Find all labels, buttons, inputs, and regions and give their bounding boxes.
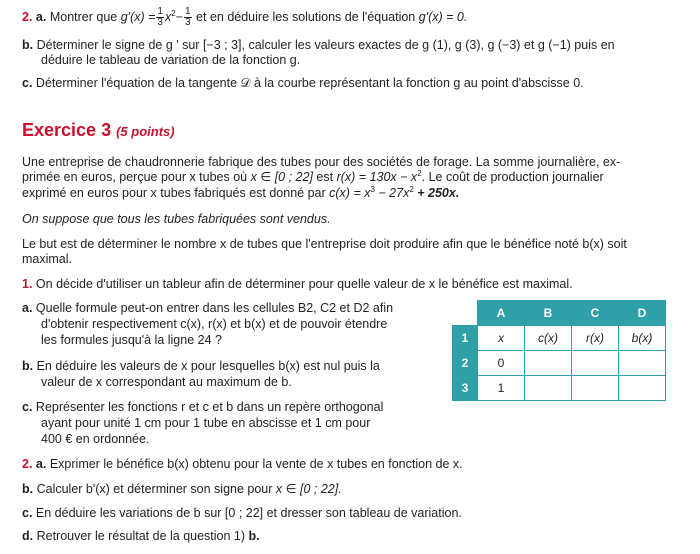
sub-label: a. [35,9,47,24]
numerator: 1 [185,6,191,17]
question-1a-l2: d'obtenir respectivement c(x), r(x) et b(x) et de pouvoir étendre [41,317,388,331]
exercise-points: (5 points) [116,124,175,139]
text: Représenter les fonctions r et c et b dans un repère orthogonal [35,400,384,414]
question-number: 1. [22,277,33,291]
table-cell [619,376,666,401]
text: Montrer que [49,9,118,24]
spreadsheet-table [452,300,666,401]
question-1b-l2: valeur de x correspondant au maximum de b. [41,375,292,389]
text: En déduire les valeurs de x pour lesquelles b(x) est nul puis la [36,359,380,373]
question-2b [22,38,615,53]
goal-line-1: Le but est de déterminer le nombre x de tubes que l'entreprise doit produire afin que le bénéfice noté b(x) soit [22,237,627,251]
row-header: 2 [453,351,478,376]
table-cell [525,376,572,401]
intro-line-2 [22,170,604,185]
question-2a-ex3 [22,457,463,472]
table-cell: x [478,326,525,351]
table-cell [572,376,619,401]
question-1b [22,359,380,374]
sub-label: b. [22,482,34,496]
sub-label: a. [35,457,47,471]
sub-label: c. [22,506,33,520]
column-header: C [572,301,619,326]
formula: r(x) = 130x − x [336,170,418,184]
operator: − [175,9,183,24]
formula: x ∈ [0 ; 22] [250,170,313,184]
question-number: 2. [22,9,33,24]
exercise-title [22,120,175,141]
header-row [453,301,666,326]
table-cell [572,351,619,376]
text: Quelle formule peut-on entrer dans les cellules B2, C2 et D2 afin [35,301,394,315]
question-number: 2. [22,457,33,471]
formula: + 250x. [413,186,460,200]
question-1a-l3: les formules jusqu'à la ligne 24 ? [41,333,222,347]
table-row [453,376,666,401]
text: . Le coût de production journalier [421,170,604,184]
table-cell: c(x) [525,326,572,351]
fraction [156,7,164,28]
question-2a [22,7,467,28]
text: Déterminer le signe de g ' sur [−3 ; 3], calculer les valeurs exactes de g (1), g (3), g (−3) et g (−1) puis en [36,38,615,52]
sub-label: a. [22,301,33,315]
question-2c [22,76,584,91]
text: Calculer b'(x) et déterminer son signe pour [36,482,273,496]
fraction [184,7,192,28]
formula: − 27x [374,186,410,200]
exponent: 3 [370,185,375,194]
sub-label: d. [22,529,34,543]
text: primée en euros, perçue pour x tubes où [22,170,248,184]
text: et en déduire les solutions de l'équation [196,9,416,24]
text: Déterminer l'équation de la tangente 𝒟 à la courbe représentant la fonction g au point d'abscisse 0. [35,76,584,90]
text: est [316,170,334,184]
exponent: 2 [409,185,414,194]
question-1a [22,301,393,316]
question-1c [22,400,383,415]
text: En déduire les variations de b sur [0 ; 22] et dresser son tableau de variation. [35,506,462,520]
formula: x [164,9,172,24]
table-cell [619,351,666,376]
sub-label: b. [22,38,34,52]
question-2d-ex3 [22,529,260,544]
intro-line-3 [22,186,459,201]
row-header: 1 [453,326,478,351]
intro-line-1 [22,155,620,170]
table-cell: r(x) [572,326,619,351]
formula: g'(x) = 0. [418,9,468,24]
question-2c-ex3 [22,506,462,521]
column-header: D [619,301,666,326]
column-header: B [525,301,572,326]
text: Exprimer le bénéfice b(x) obtenu pour la vente de x tubes en fonction de x. [49,457,463,471]
text: b. [248,529,260,543]
column-header: A [478,301,525,326]
corner-cell [453,301,478,326]
goal-line-2: maximal. [22,252,73,266]
table-cell: 1 [478,376,525,401]
sub-label: b. [22,359,34,373]
table-row [453,326,666,351]
question-1c-l3: 400 € en ordonnée. [41,432,150,446]
text: Une entreprise de chaudronnerie fabrique des tubes pour des sociétés de forage. La somme journalière, ex- [22,155,621,169]
table-row [453,351,666,376]
formula: x ∈ [0 ; 22]. [275,482,342,496]
exponent: 2 [417,169,422,178]
question-2b-ex3 [22,482,342,497]
question-2b-cont [41,53,300,68]
sub-label: c. [22,76,33,90]
exponent: 2 [171,8,176,18]
question-1 [22,277,573,292]
formula: c(x) = x [329,186,371,200]
sub-label: c. [22,400,33,414]
numerator: 1 [157,6,163,17]
exercise-heading: Exercice 3 [22,120,112,140]
question-1c-l2: ayant pour unité 1 cm pour 1 tube en abscisse et 1 cm pour [41,416,371,430]
formula: g'(x) = [120,9,156,24]
text: exprimé en euros pour x tubes fabriqués est donné par [22,186,326,200]
table-cell [525,351,572,376]
text: Retrouver le résultat de la question 1) [36,529,246,543]
table-cell: 0 [478,351,525,376]
text: On décide d'utiliser un tableur afin de déterminer pour quelle valeur de x le bénéfice est maximal. [35,277,573,291]
row-header: 3 [453,376,478,401]
assumption: On suppose que tous les tubes fabriquées sont vendus. [22,212,331,226]
denominator: 3 [185,17,191,28]
text: déduire le tableau de variation de la fonction g. [41,53,301,67]
table-cell: b(x) [619,326,666,351]
denominator: 3 [157,17,163,28]
